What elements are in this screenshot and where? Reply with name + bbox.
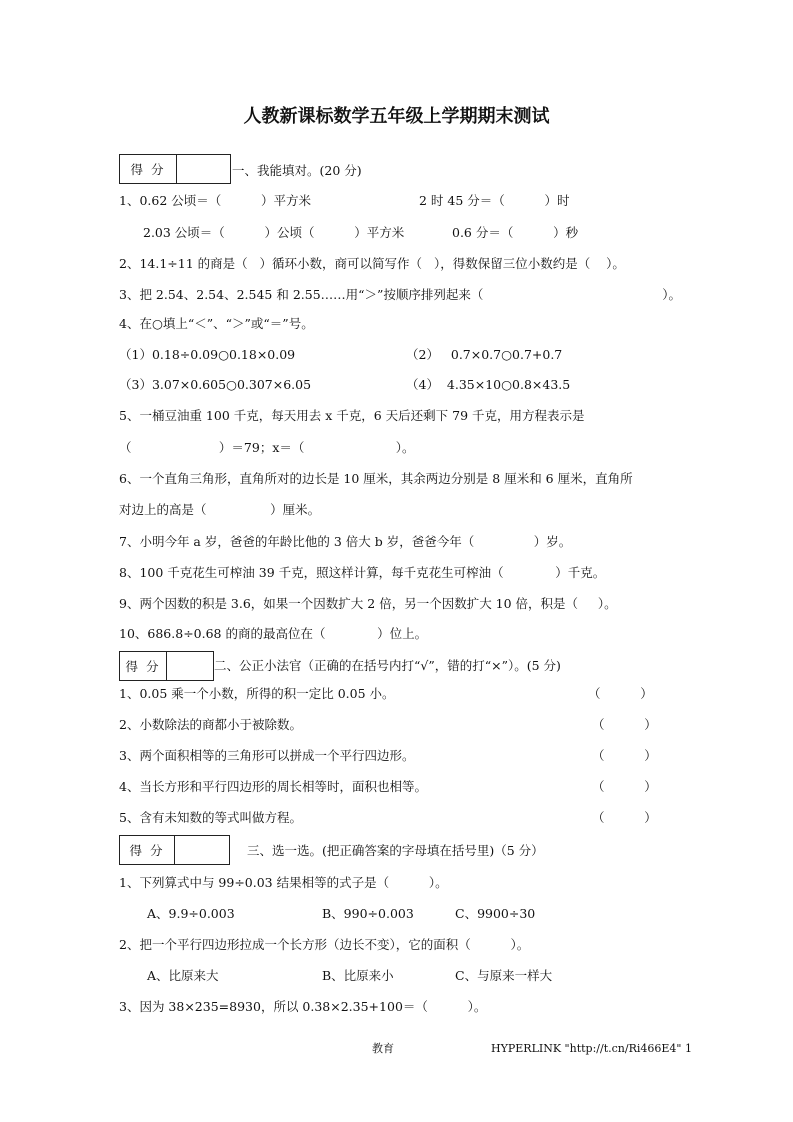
q4-2: （2） 0.7×0.7○0.7+0.7 bbox=[406, 347, 563, 362]
score-label: 得 分 bbox=[120, 652, 167, 680]
score-box-1 bbox=[119, 154, 231, 184]
score-label: 得 分 bbox=[120, 155, 177, 183]
section3-header: 三、选一选。(把正确答案的字母填在括号里)（5 分） bbox=[247, 843, 544, 858]
footer-hyperlink[interactable]: HYPERLINK "http://t.cn/Ri466E4" 1 bbox=[491, 1042, 692, 1055]
judge-item-2: 2、小数除法的商都小于被除数。 bbox=[119, 717, 302, 732]
q6b: 对边上的高是（ ）厘米。 bbox=[119, 502, 321, 517]
q4: 4、在○填上“＜”、“＞”或“＝”号。 bbox=[119, 316, 314, 331]
choice-q2-opt-a[interactable]: A、比原来大 bbox=[147, 968, 219, 983]
section2-header: 二、公正小法官（正确的在括号内打“√”，错的打“×”）。(5 分) bbox=[214, 658, 561, 673]
judge-paren-3[interactable]: （ ） bbox=[592, 748, 657, 763]
footer-center: 教育 bbox=[372, 1042, 394, 1055]
page-title: 人教新课标数学五年级上学期期末测试 bbox=[243, 106, 550, 127]
q1a-right: 2 时 45 分＝（ ）时 bbox=[419, 193, 570, 208]
judge-item-1: 1、0.05 乘一个小数，所得的积一定比 0.05 小。 bbox=[119, 686, 395, 701]
q1b-right: 0.6 分＝（ ）秒 bbox=[452, 225, 579, 240]
q10: 10、686.8÷0.68 的商的最高位在（ ）位上。 bbox=[119, 626, 428, 641]
score-blank[interactable] bbox=[175, 836, 229, 864]
choice-q2-opt-b[interactable]: B、比原来小 bbox=[322, 968, 394, 983]
q3: 3、把 2.54、2.54、2.545 和 2.55……用“＞”按顺序排列起来（ ）。 bbox=[119, 287, 681, 302]
q7: 7、小明今年 a 岁，爸爸的年龄比他的 3 倍大 b 岁，爸爸今年（ ）岁。 bbox=[119, 534, 572, 549]
q4-1: （1）0.18÷0.09○0.18×0.09 bbox=[119, 347, 296, 362]
judge-item-3: 3、两个面积相等的三角形可以拼成一个平行四边形。 bbox=[119, 748, 415, 763]
q6a: 6、一个直角三角形，直角所对的边长是 10 厘米，其余两边分别是 8 厘米和 6 厘米，直角所 bbox=[119, 471, 633, 486]
q1a-left: 1、0.62 公顷＝（ ）平方米 bbox=[119, 193, 311, 208]
q1b-left: 2.03 公顷＝（ ）公顷（ ）平方米 bbox=[143, 225, 405, 240]
judge-paren-4[interactable]: （ ） bbox=[592, 779, 657, 794]
q4-3: （3）3.07×0.605○0.307×6.05 bbox=[119, 377, 312, 392]
choice-q1-opt-b[interactable]: B、990÷0.003 bbox=[322, 906, 414, 921]
q9: 9、两个因数的积是 3.6，如果一个因数扩大 2 倍，另一个因数扩大 10 倍，积是（ ）。 bbox=[119, 596, 617, 611]
choice-q2: 2、把一个平行四边形拉成一个长方形（边长不变），它的面积（ ）。 bbox=[119, 937, 530, 952]
judge-paren-1[interactable]: （ ） bbox=[588, 686, 653, 701]
score-blank[interactable] bbox=[167, 652, 213, 680]
judge-paren-5[interactable]: （ ） bbox=[592, 810, 657, 825]
score-blank[interactable] bbox=[177, 155, 230, 183]
judge-paren-2[interactable]: （ ） bbox=[592, 717, 657, 732]
q2: 2、14.1÷11 的商是（ ）循环小数，商可以简写作（ ），得数保留三位小数约是（ ）。 bbox=[119, 256, 625, 271]
choice-q1-opt-c[interactable]: C、9900÷30 bbox=[455, 906, 536, 921]
choice-q1-opt-a[interactable]: A、9.9÷0.003 bbox=[147, 906, 235, 921]
section1-header: 一、我能填对。(20 分) bbox=[232, 163, 362, 178]
judge-item-4: 4、当长方形和平行四边形的周长相等时，面积也相等。 bbox=[119, 779, 427, 794]
q5a: 5、一桶豆油重 100 千克，每天用去 x 千克，6 天后还剩下 79 千克，用方程表示是 bbox=[119, 408, 585, 423]
judge-item-5: 5、含有未知数的等式叫做方程。 bbox=[119, 810, 302, 825]
choice-q3: 3、因为 38×235=8930，所以 0.38×2.35+100＝（ ）。 bbox=[119, 999, 487, 1014]
q8: 8、100 千克花生可榨油 39 千克，照这样计算，每千克花生可榨油（ ）千克。 bbox=[119, 565, 606, 580]
score-box-3 bbox=[119, 835, 230, 865]
q4-4: （4） 4.35×10○0.8×43.5 bbox=[406, 377, 571, 392]
choice-q2-opt-c[interactable]: C、与原来一样大 bbox=[455, 968, 553, 983]
q5b: （ ）＝79；x＝（ ）。 bbox=[119, 440, 415, 455]
choice-q1: 1、下列算式中与 99÷0.03 结果相等的式子是（ ）。 bbox=[119, 875, 448, 890]
score-box-2 bbox=[119, 651, 214, 681]
score-label: 得 分 bbox=[120, 836, 175, 864]
